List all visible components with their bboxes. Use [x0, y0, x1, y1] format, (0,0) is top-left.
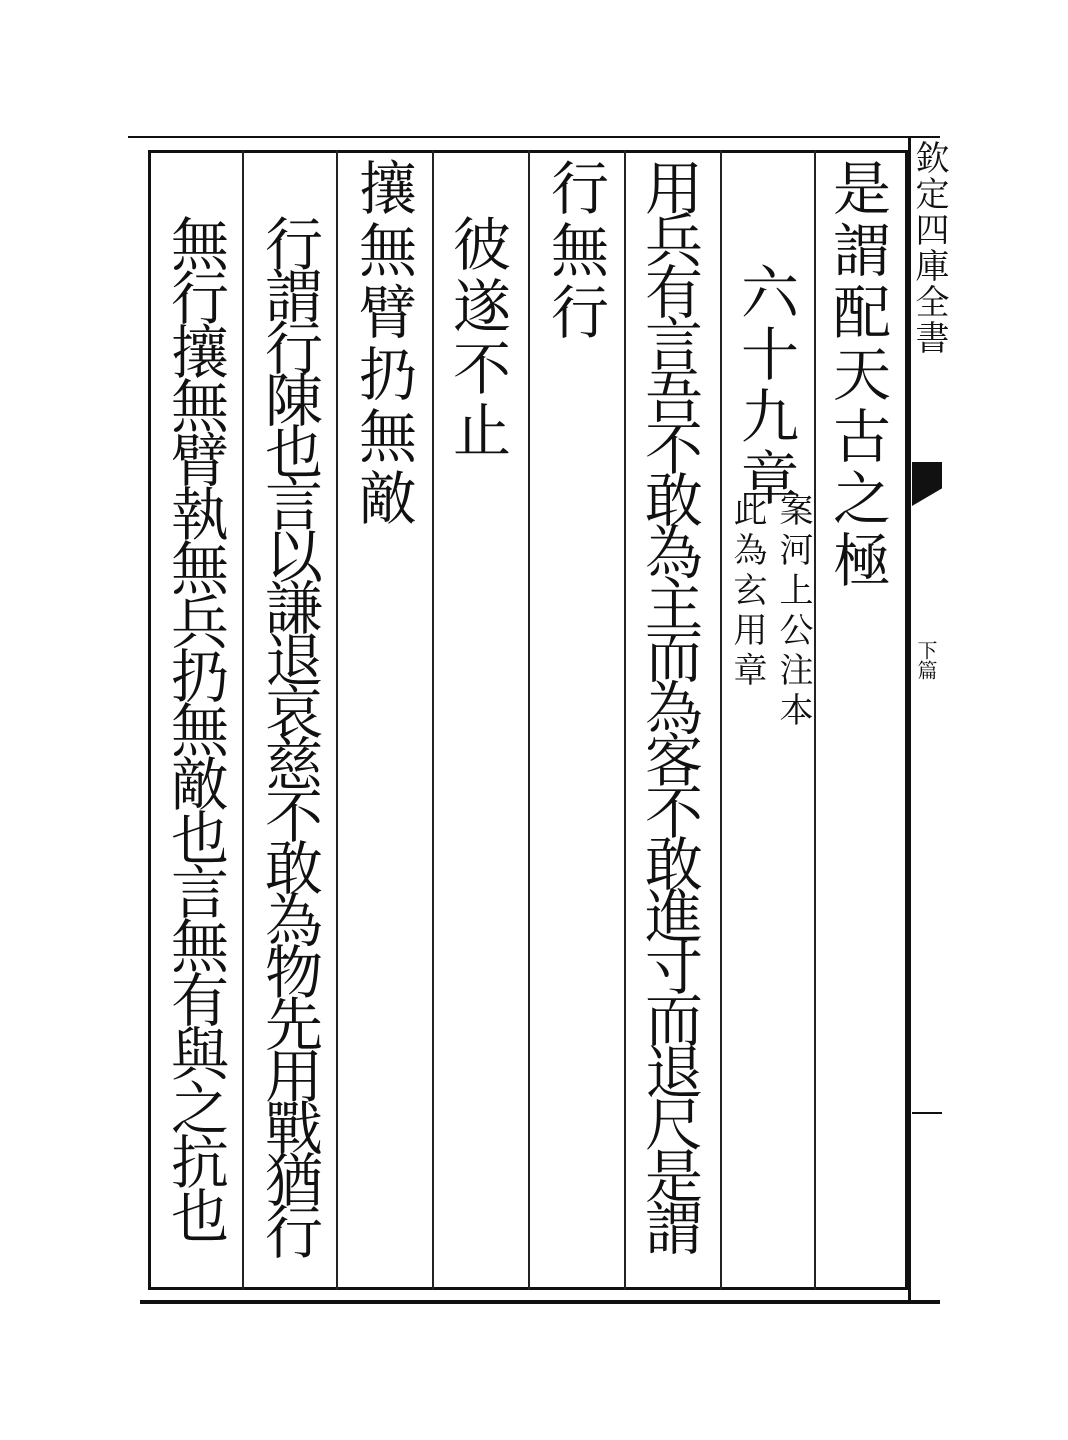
text-column-1: 是謂配天古之極 [823, 158, 891, 592]
column-divider [242, 150, 244, 1290]
interlinear-note-b: 此為玄用章 [727, 492, 767, 692]
margin-title: 欽定四庫全書 [909, 140, 949, 356]
text-column-4: 行無行 [541, 158, 609, 344]
interlinear-note-a: 案河上公注本 [773, 492, 813, 732]
text-column-5: 彼遂不止 [443, 214, 511, 462]
column-divider [432, 150, 434, 1290]
text-column-8: 無行攘無臂執無兵扔無敵也言無有與之抗也 [161, 214, 229, 1240]
column-divider [624, 150, 626, 1290]
text-column-7: 行謂行陳也言以謙退哀慈不敢為物先用戰猶行 [255, 214, 323, 1254]
chapter-heading: 六十九章 [731, 262, 799, 510]
text-column-6: 攘無臂扔無敵 [349, 158, 417, 530]
column-divider [814, 150, 816, 1290]
margin-section-label: 下篇 [914, 640, 938, 680]
margin-rule [912, 1112, 942, 1114]
column-divider [336, 150, 338, 1290]
column-divider [720, 150, 722, 1290]
text-column-3: 用兵有言吾不敢為主而為客不敢進寸而退尺是謂 [635, 158, 703, 1250]
column-divider [528, 150, 530, 1290]
bottom-border-rule [140, 1300, 940, 1304]
top-border-rule [128, 136, 940, 138]
